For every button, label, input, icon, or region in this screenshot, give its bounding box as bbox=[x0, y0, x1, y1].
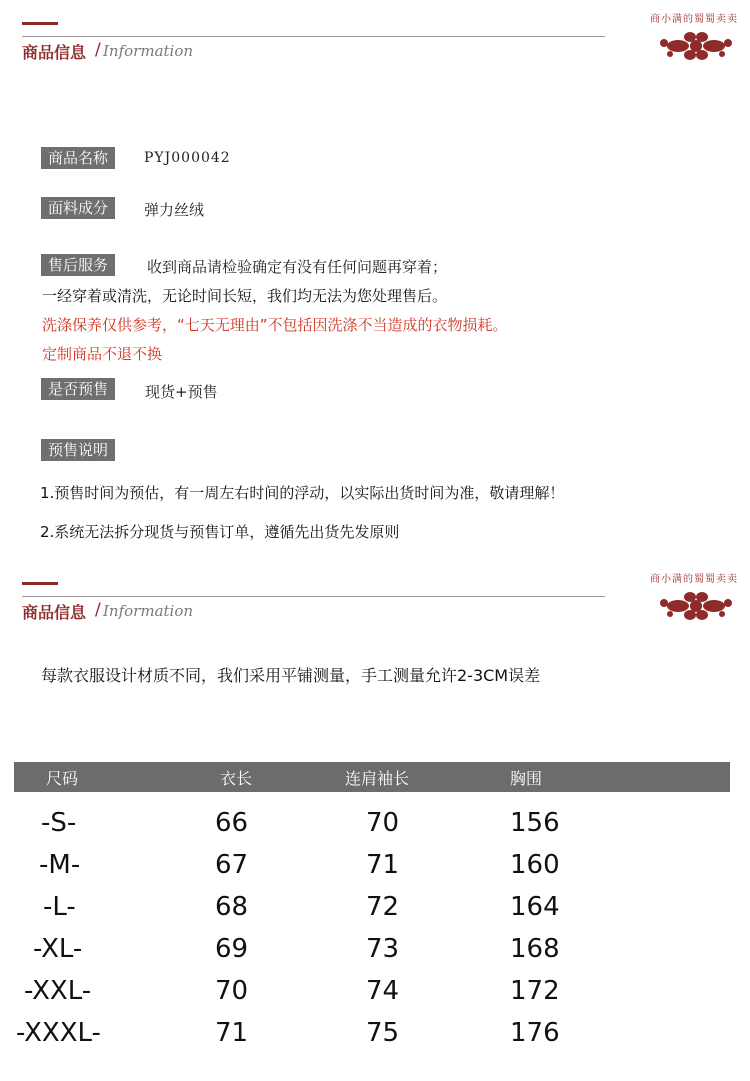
length-cell: 69 bbox=[215, 934, 249, 964]
size-cell: -XXL- bbox=[24, 976, 92, 1006]
size-cell: -XL- bbox=[33, 934, 83, 964]
presale-note-1: 1.预售时间为预估，有一周左右时间的浮动，以实际出货时间为准，敬请理解！ bbox=[40, 484, 565, 502]
presale-value: 现货+预售 bbox=[145, 383, 218, 401]
header-size: 尺码 bbox=[46, 769, 79, 788]
length-cell: 67 bbox=[215, 850, 249, 880]
chest-cell: 160 bbox=[510, 850, 560, 880]
header-length: 衣长 bbox=[220, 769, 253, 788]
section-slash: / bbox=[95, 600, 101, 620]
chest-cell: 172 bbox=[510, 976, 560, 1006]
section-script-title: Information bbox=[103, 602, 194, 620]
presale-label: 是否预售 bbox=[41, 378, 115, 400]
sleeve-cell: 72 bbox=[366, 892, 400, 922]
sleeve-cell: 74 bbox=[366, 976, 400, 1006]
product-name-label: 商品名称 bbox=[41, 147, 115, 169]
presale-note-2: 2.系统无法拆分现货与预售订单，遵循先出货先发原则 bbox=[40, 523, 400, 541]
section-header bbox=[0, 574, 750, 662]
length-cell: 68 bbox=[215, 892, 249, 922]
brand-stamp-text: 商小满的蜀蜀卖卖 bbox=[650, 574, 738, 585]
aftersale-label: 售后服务 bbox=[41, 254, 115, 276]
brand-logo bbox=[650, 570, 742, 630]
fabric-value: 弹力丝绒 bbox=[144, 201, 205, 219]
aftersale-line-2: 一经穿着或清洗，无论时间长短，我们均无法为您处理售后。 bbox=[42, 287, 448, 305]
section-title: 商品信息 bbox=[22, 43, 87, 62]
size-cell: -XXXL- bbox=[16, 1018, 101, 1048]
sleeve-cell: 73 bbox=[366, 934, 400, 964]
sleeve-cell: 75 bbox=[366, 1018, 400, 1048]
size-table-header bbox=[14, 762, 730, 792]
section-title: 商品信息 bbox=[22, 603, 87, 622]
fabric-label: 面料成分 bbox=[41, 197, 115, 219]
chest-cell: 168 bbox=[510, 934, 560, 964]
chest-cell: 156 bbox=[510, 808, 560, 838]
header-sleeve: 连肩袖长 bbox=[345, 769, 410, 788]
sleeve-cell: 70 bbox=[366, 808, 400, 838]
section-slash: / bbox=[95, 40, 101, 60]
sleeve-cell: 71 bbox=[366, 850, 400, 880]
section-script-title: Information bbox=[103, 42, 194, 60]
brand-stamp-text: 商小满的蜀蜀卖卖 bbox=[650, 14, 738, 25]
aftersale-line-1: 收到商品请检验确定有没有任何问题再穿着； bbox=[147, 258, 448, 276]
size-cell: -L- bbox=[43, 892, 76, 922]
flower-knot-icon bbox=[650, 10, 742, 70]
accent-bar bbox=[22, 22, 58, 25]
brand-logo bbox=[650, 10, 742, 70]
chest-cell: 176 bbox=[510, 1018, 560, 1048]
length-cell: 71 bbox=[215, 1018, 249, 1048]
divider bbox=[22, 596, 605, 597]
length-cell: 66 bbox=[215, 808, 249, 838]
custom-no-return: 定制商品不退不换 bbox=[42, 345, 163, 363]
size-cell: -M- bbox=[39, 850, 81, 880]
chest-cell: 164 bbox=[510, 892, 560, 922]
accent-bar bbox=[22, 582, 58, 585]
flower-knot-icon bbox=[650, 570, 742, 630]
measurement-note: 每款衣服设计材质不同，我们采用平铺测量，手工测量允许2-3CM误差 bbox=[41, 666, 541, 685]
aftersale-warning: 洗涤保养仅供参考，“七天无理由”不包括因洗涤不当造成的衣物损耗。 bbox=[42, 316, 508, 334]
length-cell: 70 bbox=[215, 976, 249, 1006]
size-cell: -S- bbox=[41, 808, 77, 838]
header-chest: 胸围 bbox=[510, 769, 543, 788]
divider bbox=[22, 36, 605, 37]
product-name-value: PYJ000042 bbox=[144, 150, 231, 166]
presale-note-label: 预售说明 bbox=[41, 439, 115, 461]
section-header bbox=[0, 14, 750, 102]
